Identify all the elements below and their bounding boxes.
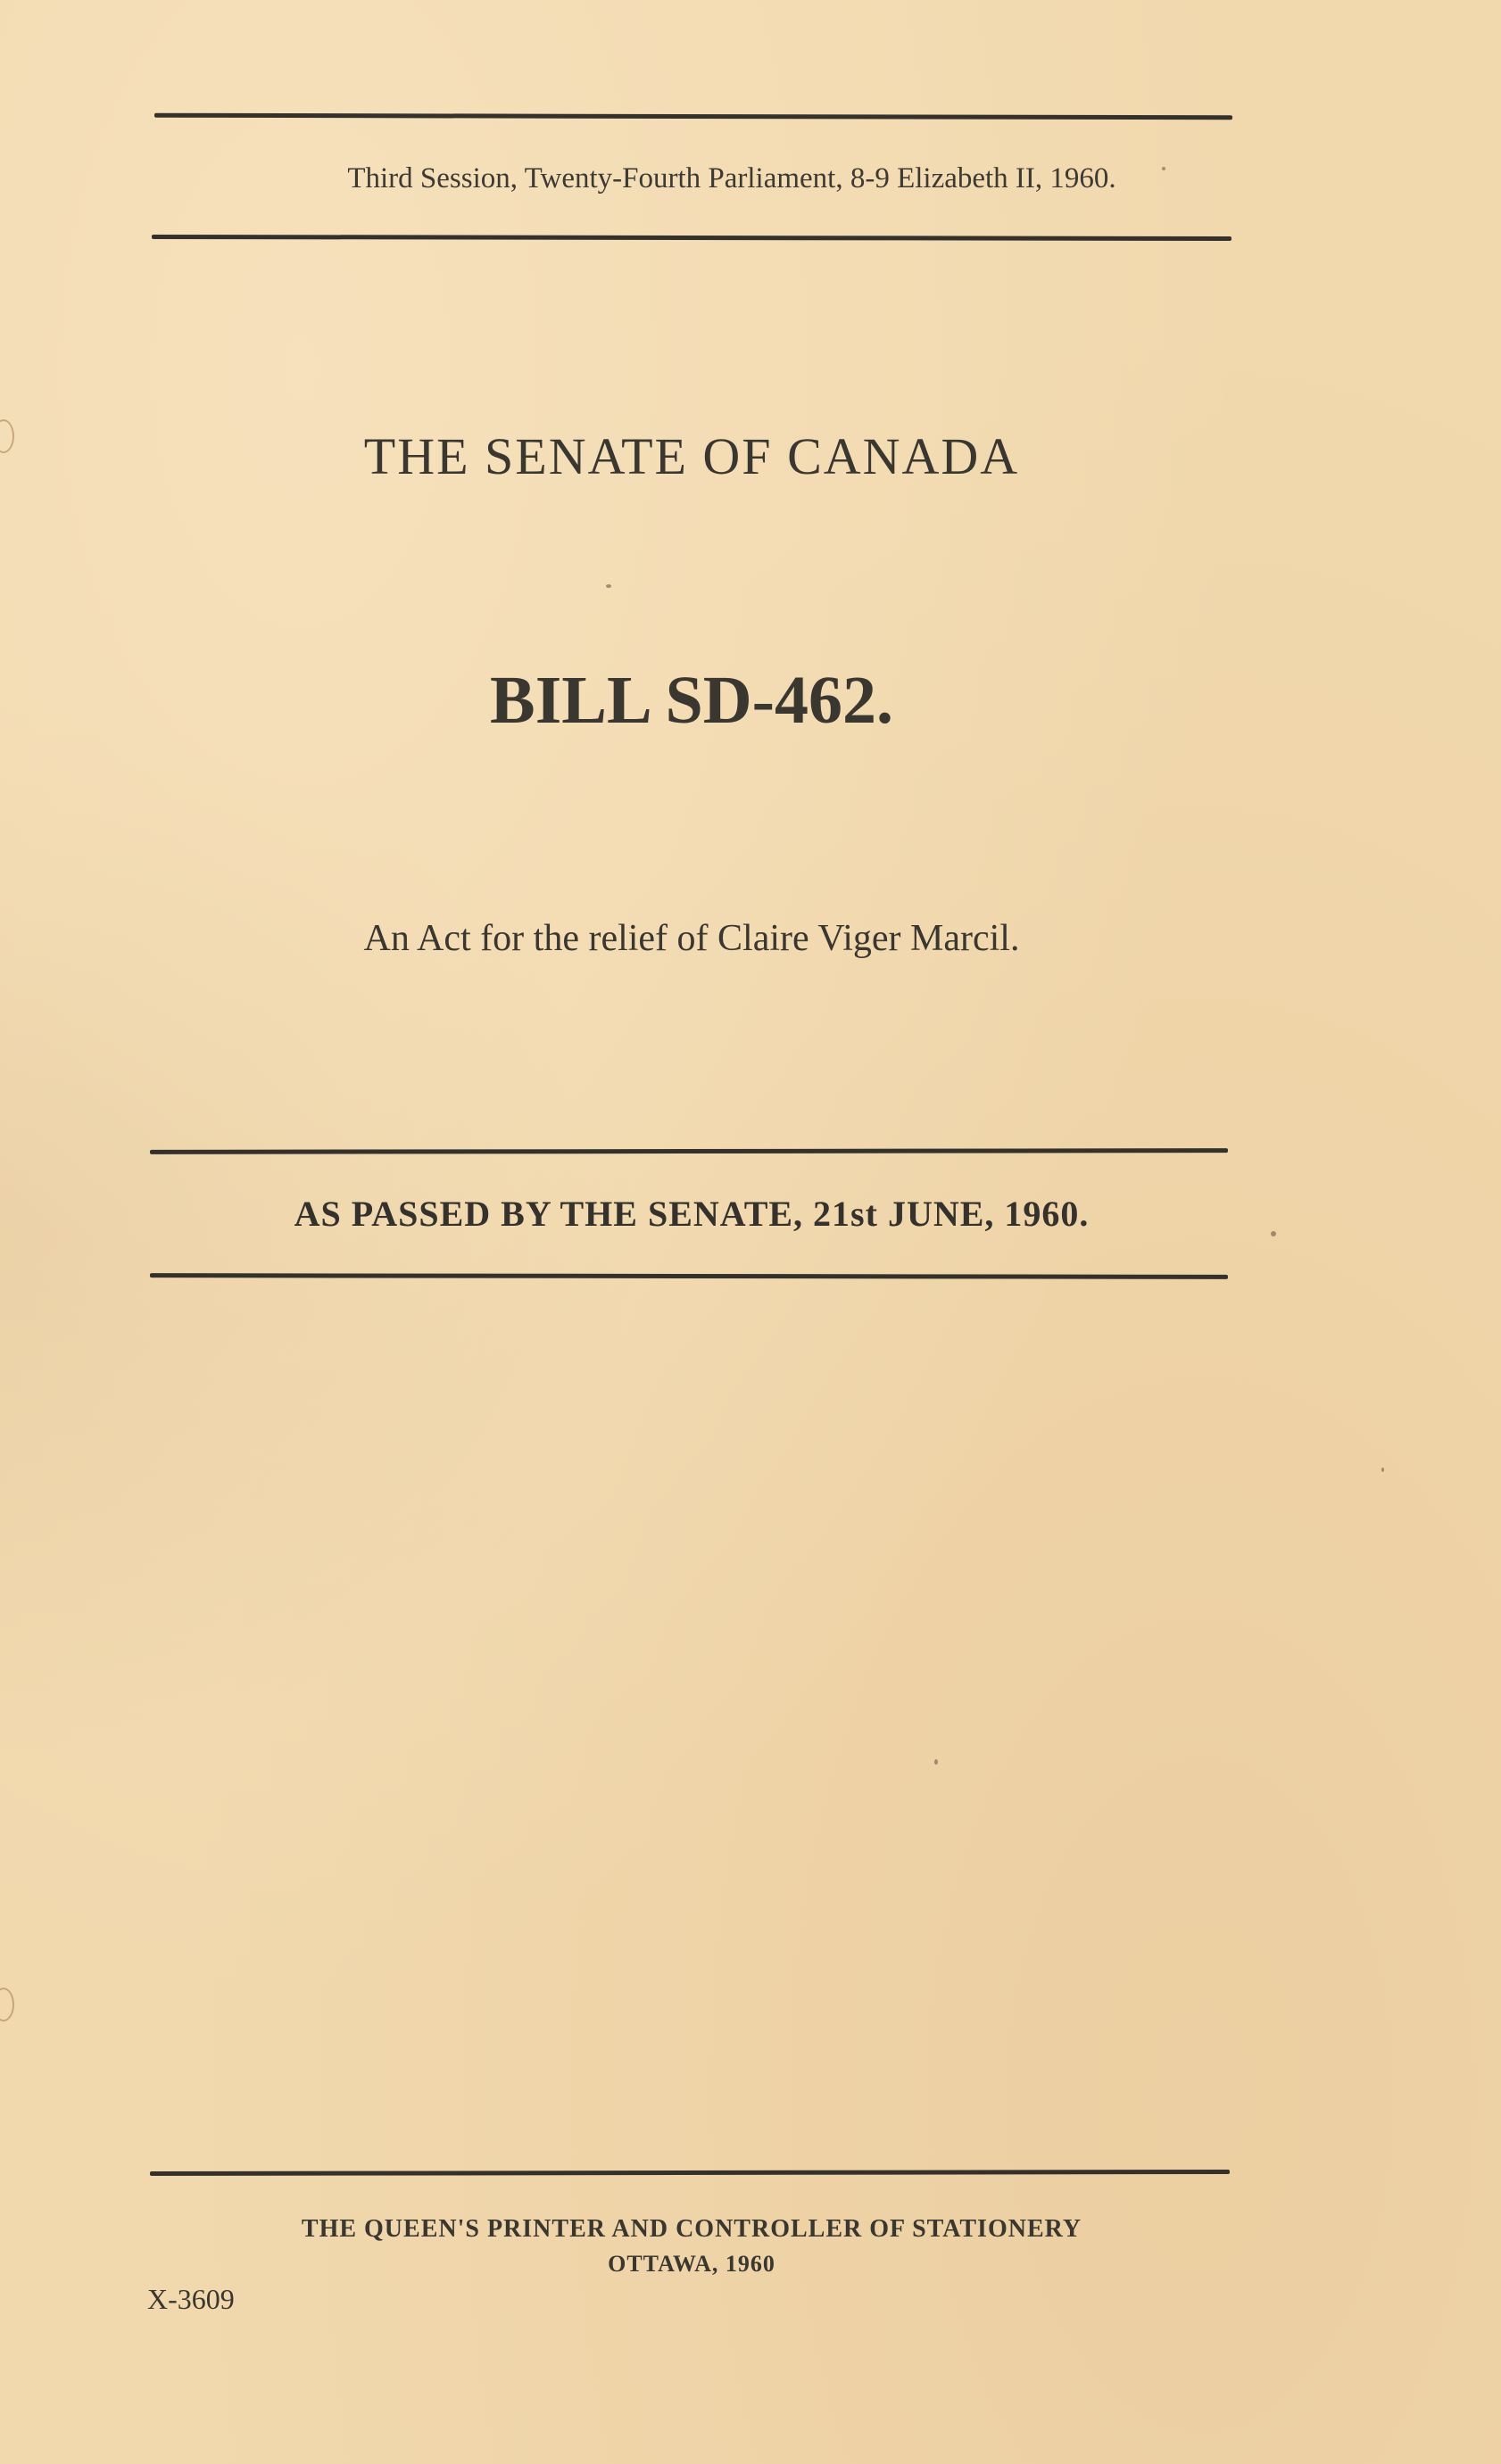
place-and-year: OTTAWA, 1960	[608, 2251, 775, 2277]
document-code: X-3609	[147, 2283, 235, 2315]
top-rule	[154, 113, 1232, 120]
status-top-rule	[150, 1148, 1228, 1154]
passage-status: AS PASSED BY THE SENATE, 21st JUNE, 1960.	[294, 1194, 1090, 1234]
paper-speck	[606, 584, 611, 588]
paper-speck	[1271, 1231, 1276, 1236]
bill-number: BILL SD-462.	[490, 663, 893, 738]
paper-speck	[934, 1759, 938, 1765]
institution-title: THE SENATE OF CANADA	[363, 427, 1020, 485]
session-header: Third Session, Twenty-Fourth Parliament, 8-9 Elizabeth II, 1960.	[347, 162, 1116, 194]
paper-speck	[1381, 1468, 1384, 1472]
paper-speck	[1162, 167, 1165, 170]
printer-credit: THE QUEEN'S PRINTER AND CONTROLLER OF STATIONERY	[301, 2215, 1082, 2243]
footer-rule	[150, 2170, 1230, 2176]
binding-hole	[0, 1988, 14, 2022]
act-description: An Act for the relief of Claire Viger Marcil.	[363, 918, 1020, 959]
status-bottom-rule	[150, 1273, 1228, 1279]
header-bottom-rule	[152, 235, 1231, 241]
binding-hole	[0, 419, 14, 453]
